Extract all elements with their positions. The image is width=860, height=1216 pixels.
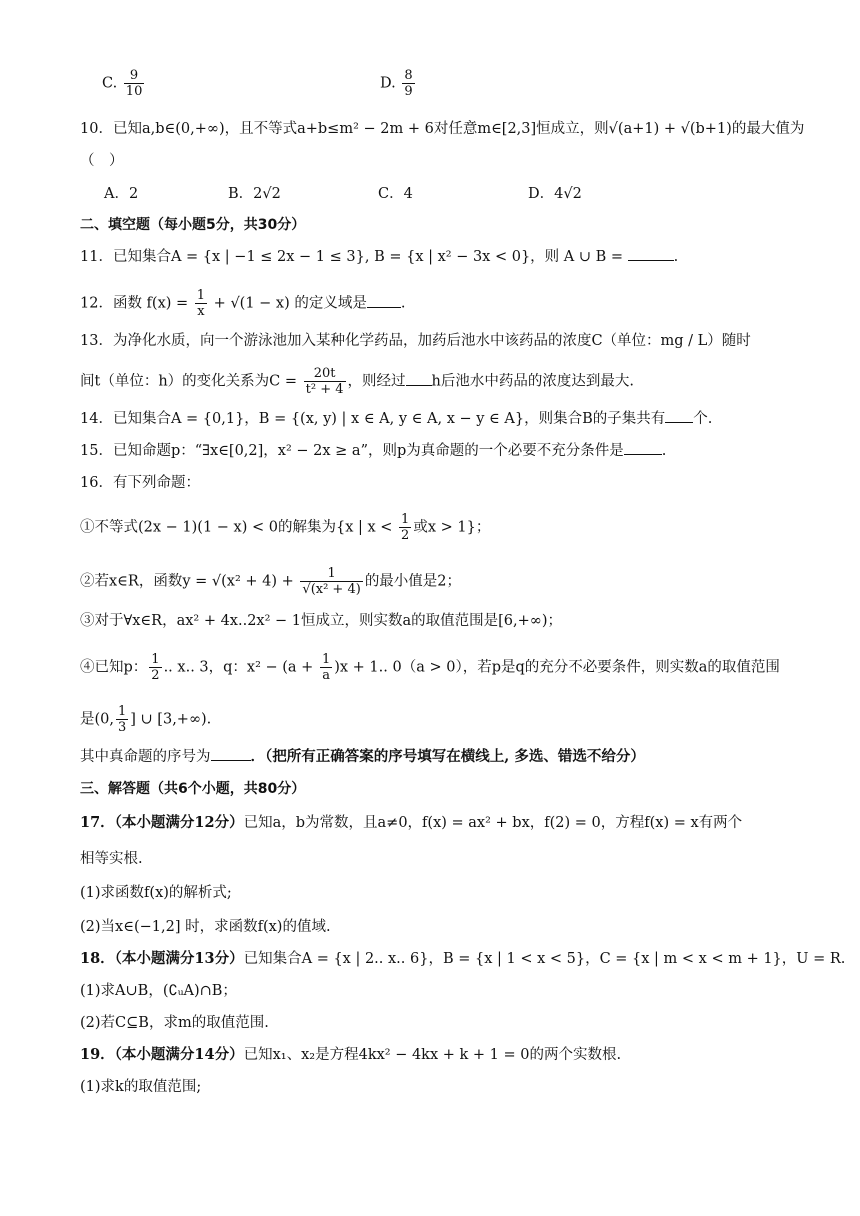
q16-1-text-pre: ①不等式(2x − 1)(1 − x) < 0的解集为{x | x <	[80, 519, 398, 536]
q16-conclusion-note: ．（把所有正确答案的序号填写在横线上, 多选、错选不给分）	[250, 748, 645, 765]
q18-text: 已知集合A = {x | 2.. x.. 6}，B = {x | 1 < x < 5}，C = {x | m < x < m + 1}，U = R.	[243, 951, 846, 967]
q9-option-c-label: C.	[102, 75, 118, 92]
q9-option-d	[380, 68, 417, 99]
q9-option-c-fraction	[124, 68, 145, 99]
q9-d-denominator: 9	[404, 84, 413, 99]
q10-option-a: A．2	[104, 186, 139, 202]
q16-4b-fraction	[116, 704, 128, 735]
q16-4b-numerator: 1	[118, 704, 127, 719]
q15-answer-blank[interactable]	[624, 440, 662, 455]
q9-option-d-label: D.	[380, 75, 396, 92]
q16-4b-text-pre: 是(0,	[80, 711, 114, 728]
q16-4-denominator-1: 2	[151, 668, 160, 683]
q13-text-pre: 间t（单位：h）的变化关系为C =	[80, 373, 302, 390]
q16-1-text-post: 或x > 1}；	[413, 519, 491, 536]
q9-d-numerator: 8	[404, 68, 413, 83]
q12-text-pre: 12．函数 f(x) =	[80, 295, 193, 312]
q16-item-3: ③对于∀x∈R，ax² + 4x..2x² − 1恒成立，则实数a的取值范围是[6,+∞)；	[80, 613, 563, 629]
q10-option-b: B．2√2	[228, 186, 281, 202]
q13-text-post: ，则经过	[347, 373, 406, 390]
q16-2-text-post: 的最小值是2；	[364, 573, 462, 590]
q16-item-1	[80, 512, 800, 543]
q12-denominator: x	[197, 304, 205, 319]
q16-answer-blank[interactable]	[211, 746, 251, 761]
q18-line1	[80, 948, 846, 970]
q16-4b-denominator: 3	[118, 720, 127, 735]
q16-conclusion-text: 其中真命题的序号为	[80, 749, 211, 765]
q18-heading: 18．（本小题满分13分）	[80, 950, 244, 967]
q17-part-1: (1)求函数f(x)的解析式;	[80, 885, 232, 901]
q17-part-2: (2)当x∈(−1,2] 时，求函数f(x)的值域.	[80, 919, 331, 935]
q17-text: 已知a，b为常数，且a≠0，f(x) = ax² + bx，f(2) = 0，方程f(x) = x有两个	[243, 815, 743, 831]
q10-option-d: D．4√2	[528, 186, 582, 202]
q10-stem: 10．已知a,b∈(0,+∞)，且不等式a+b≤m² − 2m + 6对任意m∈[2,3]恒成立，则√(a+1) + √(b+1)的最大值为	[80, 121, 805, 137]
q12: 12．函数 f(x) = $\frac{1}{x}$ + √(1 − x) 的定义域是 .	[80, 288, 406, 319]
q16-1-denominator: 2	[401, 528, 410, 543]
q15: 15．已知命题p：“∃x∈[0,2]，x² − 2x ≥ a”，则p为真命题的一个必要不充分条件是 .	[80, 440, 800, 462]
q12-fraction	[195, 288, 207, 319]
q16-item-4	[80, 652, 800, 683]
q14-text: 14．已知集合A = {0,1}，B = {(x, y) | x ∈ A, y ∈ A, x − y ∈ A}，则集合B的子集共有	[80, 411, 666, 427]
q18-part-1: (1)求A∪B，(∁ᵤA)∩B；	[80, 983, 237, 999]
q13-denominator: t² + 4	[305, 382, 344, 397]
q14-text-end: 个.	[693, 411, 713, 427]
q18-part-2: (2)若C⊆B，求m的取值范围.	[80, 1015, 269, 1031]
q16-intro: 16．有下列命题：	[80, 475, 200, 491]
q16-4-fraction-2	[320, 652, 332, 683]
q16-4-text-pre: ④已知p：	[80, 659, 148, 676]
q16-item-2	[80, 566, 800, 597]
q9-option-d-fraction	[402, 68, 414, 99]
q16-4-denominator-2: a	[322, 668, 330, 683]
q14-answer-blank[interactable]	[665, 408, 693, 423]
q16-4-numerator-2: 1	[321, 652, 331, 667]
q19-line1	[80, 1044, 800, 1066]
q9-c-numerator: 9	[124, 68, 145, 84]
q16-4-fraction-1	[149, 652, 161, 683]
section-3-heading: 三、解答题（共6个小题，共80分）	[80, 781, 306, 797]
q11-answer-blank[interactable]	[628, 246, 674, 261]
q16-2-fraction	[300, 566, 362, 597]
q12-numerator: 1	[196, 288, 206, 303]
q16-item-4-cont	[80, 704, 800, 735]
q17-line1	[80, 812, 800, 834]
q9-option-c	[102, 68, 146, 99]
q13-fraction	[304, 366, 346, 397]
q9-c-denominator: 10	[125, 84, 143, 99]
q11-text: 11．已知集合A = {x | −1 ≤ 2x − 1 ≤ 3}, B = {x | x² − 3x < 0}，则 A ∪ B =	[80, 249, 628, 265]
q13-line2	[80, 366, 800, 397]
q16-4-text-post: )x + 1.. 0（a > 0），若p是q的充分不必要条件，则实数a的取值范围	[334, 659, 780, 676]
q10-paren: （ ）	[80, 153, 124, 169]
q11: 11．已知集合A = {x | −1 ≤ 2x − 1 ≤ 3}, B = {x | x² − 3x < 0}，则 A ∪ B = .	[80, 246, 800, 268]
q13-answer-blank[interactable]	[406, 371, 432, 386]
q19-heading: 19．（本小题满分14分）	[80, 1046, 244, 1063]
q16-4b-text-post: ] ∪ [3,+∞).	[130, 711, 212, 728]
q16-2-denominator: √(x² + 4)	[302, 582, 361, 597]
q13-text-end: h后池水中药品的浓度达到最大.	[431, 373, 634, 390]
q16-1-fraction	[399, 512, 411, 543]
q13-numerator: 20t	[304, 366, 346, 382]
q15-text: 15．已知命题p：“∃x∈[0,2]，x² − 2x ≥ a”，则p为真命题的一个必要不充分条件是	[80, 443, 624, 459]
q10-option-c: C．4	[378, 186, 413, 202]
q19-part-1: (1)求k的取值范围;	[80, 1079, 202, 1095]
section-2-heading: 二、填空题（每小题5分，共30分）	[80, 217, 306, 233]
q14	[80, 408, 800, 430]
q12-answer-blank[interactable]	[367, 293, 401, 308]
q16-2-text-pre: ②若x∈R，函数y = √(x² + 4) +	[80, 573, 299, 590]
q13-line1: 13．为净化水质，向一个游泳池加入某种化学药品，加药后池水中该药品的浓度C（单位：mg / L）随时	[80, 333, 751, 349]
q19-text: 已知x₁、x₂是方程4kx² − 4kx + k + 1 = 0的两个实数根.	[243, 1047, 622, 1063]
q16-4-text-mid: .. x.. 3，q：x² − (a +	[163, 659, 318, 676]
q17-line2: 相等实根.	[80, 851, 143, 867]
q12-text-post: + √(1 − x) 的定义域是	[209, 295, 367, 312]
q16-2-numerator: 1	[300, 566, 362, 582]
q16-1-numerator: 1	[401, 512, 410, 527]
q16-conclusion	[80, 746, 800, 768]
q17-heading: 17．（本小题满分12分）	[80, 814, 244, 831]
q16-4-numerator-1: 1	[151, 652, 160, 667]
